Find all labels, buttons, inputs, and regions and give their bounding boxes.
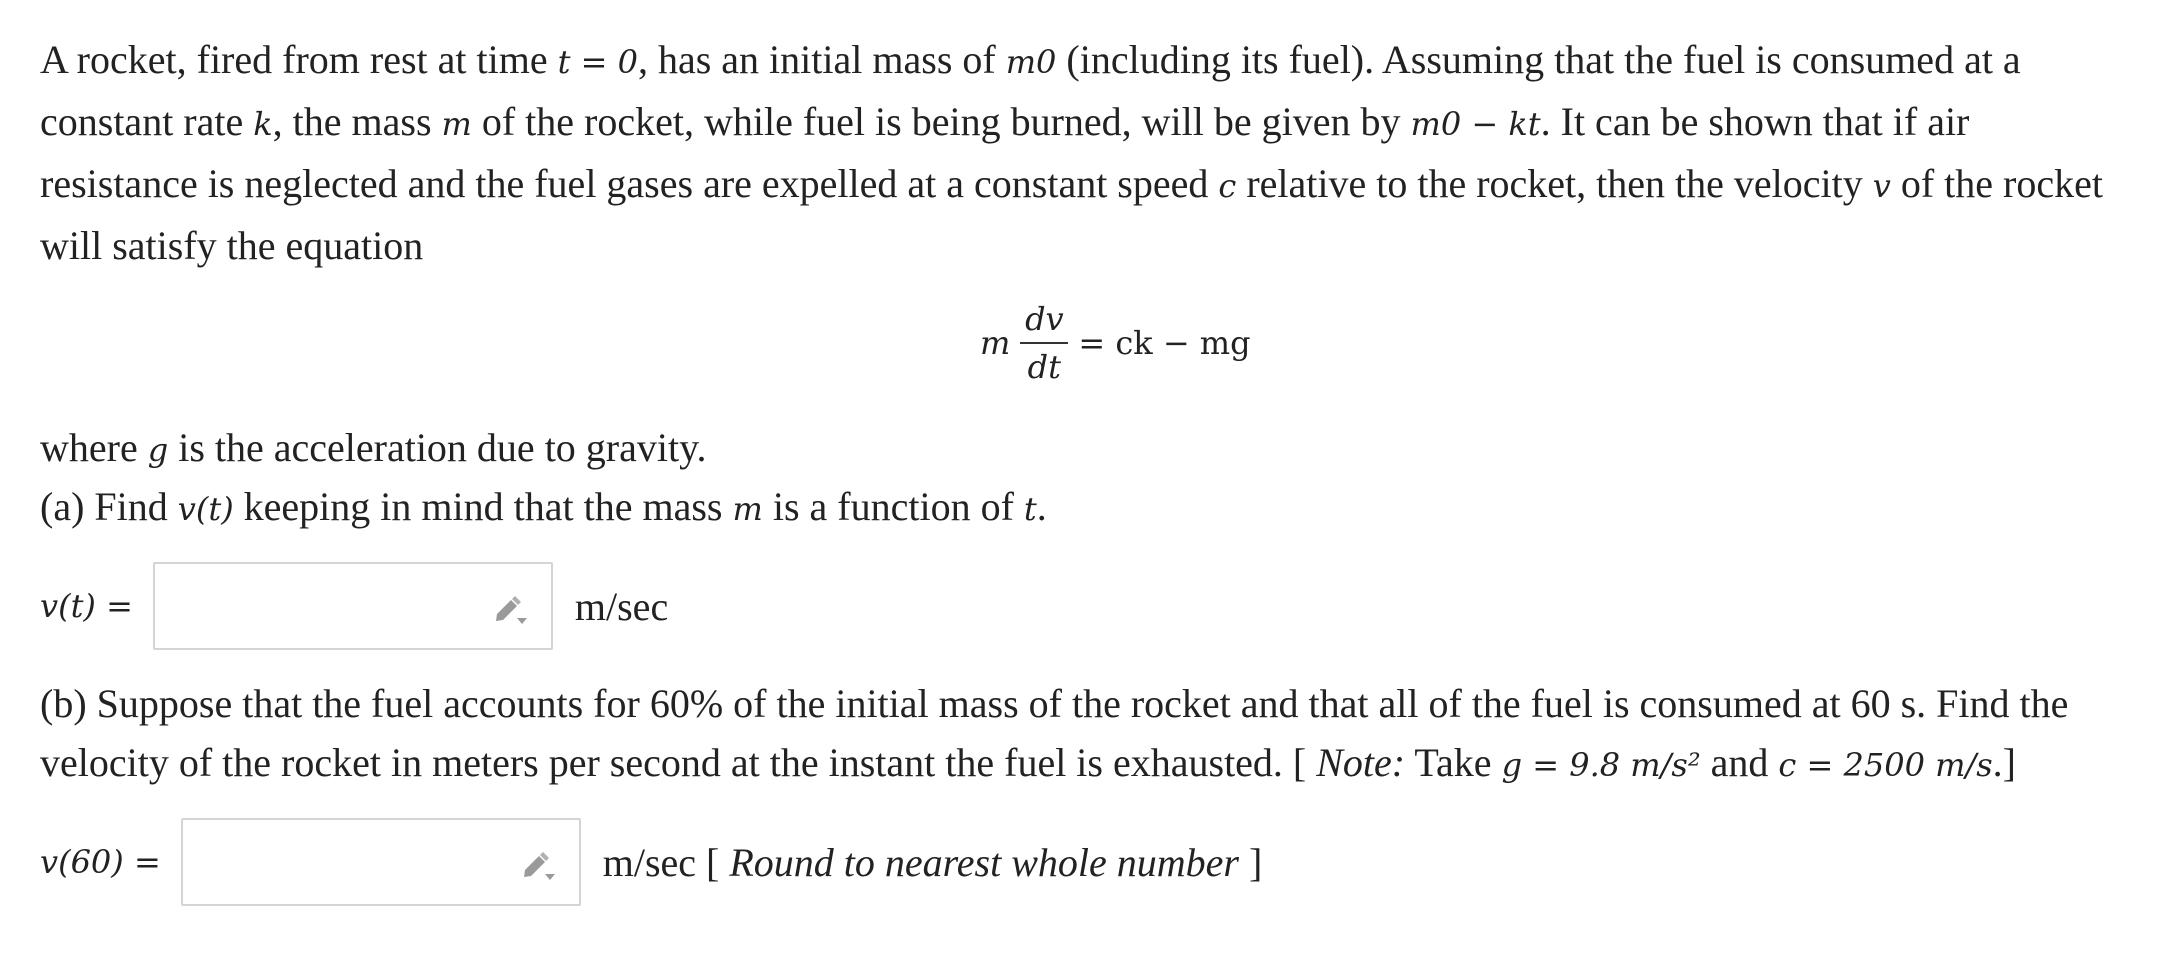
answer-b-unit: m/sec [ xyxy=(602,839,720,885)
answer-a-input[interactable] xyxy=(153,562,553,650)
part-b-text-2: Take xyxy=(1405,740,1502,785)
where-text-2: is the acceleration due to gravity. xyxy=(168,425,707,470)
answer-b-hint-close: ] xyxy=(1248,839,1263,885)
answer-row-b xyxy=(40,818,1262,906)
equation-m: m xyxy=(980,324,1011,362)
math-c: c xyxy=(1218,167,1237,205)
math-t-equals-0: t = 0 xyxy=(557,43,638,81)
math-g-value: g = 9.8 m/s² xyxy=(1501,746,1701,784)
where-paragraph xyxy=(40,418,2130,480)
intro-text-1: A rocket, fired from rest at time xyxy=(40,37,558,82)
part-b-prompt xyxy=(40,674,2130,795)
where-text-1: where xyxy=(40,425,148,470)
answer-b-label: v(60) = xyxy=(40,843,161,881)
answer-row-a xyxy=(40,562,668,650)
intro-text-4: , the mass xyxy=(272,99,442,144)
answer-b-hint: Round to nearest whole number xyxy=(729,839,1239,885)
pencil-dropdown-icon[interactable] xyxy=(519,848,559,882)
math-mass-expression: m0 − kt xyxy=(1410,105,1541,143)
answer-a-label: v(t) = xyxy=(40,587,133,625)
part-b-text-3: and xyxy=(1700,740,1779,785)
part-a-text-2: keeping in mind that the mass xyxy=(233,484,733,529)
intro-text-2: , has an initial mass of xyxy=(637,37,1006,82)
pencil-dropdown-icon[interactable] xyxy=(491,592,531,626)
math-g: g xyxy=(147,431,169,469)
part-b-text-1: (b) Suppose that the fuel accounts for 60% of the initial mass of the rocket and that all of the fuel is consumed at 60 s. Find the velocity of the rocket in meters per second at the instant the fuel is exhausted. [ xyxy=(40,681,2069,785)
answer-b-unit-group xyxy=(603,839,1263,886)
math-v-of-t: v(t) xyxy=(177,490,234,528)
intro-text-8: of the rocket will satisfy the equation xyxy=(40,161,2103,268)
part-a-text-1: (a) Find xyxy=(40,484,178,529)
math-m: m xyxy=(441,105,472,143)
math-m-part-a: m xyxy=(732,490,763,528)
intro-text-6: . It can be shown that if air resistance is neglected and the fuel gases are expelled at a constant speed xyxy=(40,99,1970,206)
fraction-bar xyxy=(1020,342,1068,344)
math-c-value: c = 2500 m/s xyxy=(1778,746,1993,784)
answer-b-input[interactable] xyxy=(181,818,581,906)
equation-rhs: = ck − mg xyxy=(1078,324,1251,362)
part-a-text-4: . xyxy=(1036,484,1047,529)
fraction-numerator: dv xyxy=(1025,300,1064,338)
math-v: v xyxy=(1872,167,1891,205)
part-a-prompt xyxy=(40,477,2130,539)
part-b-text-4: .] xyxy=(1992,740,2016,785)
intro-text-3: (including its fuel). Assuming that the fuel is consumed at a constant rate xyxy=(40,37,2021,144)
part-a-text-3: is a function of xyxy=(762,484,1024,529)
intro-text-5: of the rocket, while fuel is being burned, will be given by xyxy=(471,99,1411,144)
intro-paragraph xyxy=(40,30,2130,275)
math-t: t xyxy=(1023,490,1037,528)
intro-text-7: relative to the rocket, then the velocity xyxy=(1236,161,1873,206)
differential-equation xyxy=(980,300,1251,386)
fraction-denominator: dt xyxy=(1027,348,1062,386)
math-m0: m0 xyxy=(1005,43,1057,81)
answer-a-unit: m/sec xyxy=(574,583,669,629)
equation-fraction xyxy=(1020,300,1068,386)
math-k: k xyxy=(253,105,273,143)
note-label: Note: xyxy=(1316,740,1406,785)
